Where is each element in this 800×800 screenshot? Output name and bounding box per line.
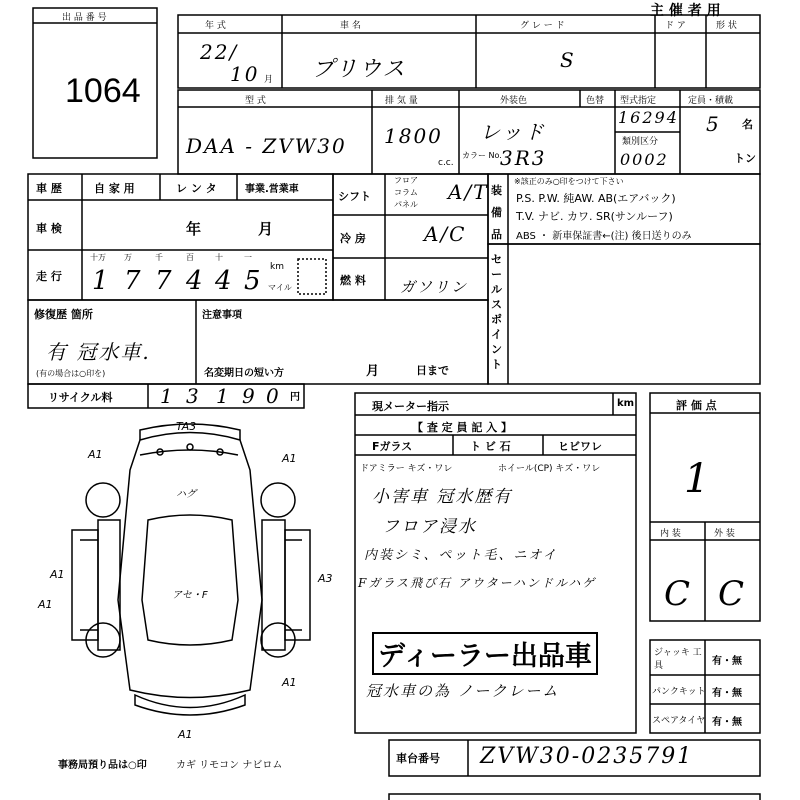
recycle-digit: 1	[216, 384, 231, 408]
category-value: 0002	[620, 150, 669, 169]
inspection-label: 車 検	[36, 222, 62, 235]
inspector-note-2: フロア浸水	[382, 517, 477, 537]
shift-option: コラム	[394, 188, 418, 197]
history-option-private: 自 家 用	[94, 182, 135, 195]
office-label: 事務局預り品は○印	[58, 760, 147, 771]
displacement-label: 排 気 量	[385, 96, 418, 106]
mileage-digit: 7	[155, 266, 174, 296]
color-no-value: 3R3	[500, 146, 547, 170]
exterior-label: 外 装	[714, 529, 735, 539]
score-label: 評 価 点	[676, 399, 717, 412]
cc-unit: c.c.	[438, 158, 454, 168]
equipment-line-3: ABS ・ 新車保証書←(注) 後日送りのみ	[516, 231, 692, 242]
capacity-value: 5	[706, 112, 721, 136]
shift-option: パネル	[394, 200, 418, 209]
mileage-label: 走 行	[36, 270, 62, 283]
ton-unit: トン	[734, 152, 756, 165]
meter-label: 現メーター指示	[372, 400, 449, 413]
mileage-digit: 1	[92, 266, 111, 296]
crack-label: ヒビワレ	[558, 440, 602, 453]
equipment-label: 装 備 品	[491, 184, 502, 241]
category-label: 類別区分	[622, 137, 659, 147]
year-label: 年 式	[205, 21, 226, 31]
interior-label: 内 装	[660, 529, 681, 539]
fuel-value: ガソリン	[400, 278, 469, 296]
ac-value: A/C	[424, 222, 467, 246]
damage-mark: A1	[88, 448, 103, 461]
score-value: 1	[684, 456, 712, 502]
name-change-label: 名変期日の短い方	[204, 368, 284, 379]
inspector-note-4: Fガラス飛び石 アウターハンドルハゲ	[358, 576, 597, 590]
inspector-note-1: 小害車 冠水歴有	[372, 487, 513, 507]
repair-value: 有 冠水車.	[46, 340, 151, 364]
inspector-note-3: 内装シミ、ペット毛、ニオイ	[364, 548, 558, 563]
recycle-digit: 0	[266, 384, 281, 408]
damage-mark: A1	[282, 452, 297, 465]
equipment-note: ※該正のみ○印をつけて下さい	[514, 177, 624, 186]
grade-value: S	[560, 48, 576, 72]
car-name-value: プリウス	[312, 57, 407, 82]
mirror-label: ドアミラー キズ・ワレ	[360, 464, 453, 474]
lot-number-label: 出 品 番 号	[62, 13, 107, 23]
displacement-value: 1800	[384, 124, 443, 148]
history-label: 車 歴	[36, 182, 62, 195]
ac-label: 冷 房	[340, 232, 366, 245]
shift-label: シフト	[338, 190, 371, 203]
recycle-digit: 1	[160, 384, 175, 408]
mileage-unit: 十	[215, 253, 223, 262]
mileage-unit: 一	[244, 253, 252, 262]
name-change-month: 月	[366, 364, 380, 379]
mileage-digit: 4	[186, 266, 205, 296]
recycle-label: リサイクル料	[48, 391, 113, 404]
dealer-banner: ディーラー出品車	[372, 632, 598, 675]
capacity-unit: 名	[742, 118, 753, 131]
equipment-line-2: T.V. ナビ. カワ. SR(サンルーフ)	[516, 210, 673, 223]
history-option-rental: レ ン タ	[176, 182, 217, 195]
history-option-business: 事業.営業車	[245, 184, 299, 195]
damage-mark: A1	[178, 728, 193, 741]
wheel-label: ホイール(CP) キズ・ワレ	[498, 464, 601, 474]
month-unit: 月	[264, 75, 274, 85]
puncture-label: パンクキット	[652, 687, 706, 697]
spare-label: スペアタイヤ	[652, 716, 706, 726]
color-value: レッド	[480, 120, 546, 144]
recycle-digit: 3	[186, 384, 201, 408]
color-no-label: カラー No.	[462, 151, 502, 160]
office-items: カギ リモコン ナビロム	[176, 760, 283, 771]
damage-mark: A1	[38, 598, 53, 611]
stain-label: アセ・F	[172, 590, 208, 601]
inspector-note-5: 冠水車の為 ノークレーム	[366, 682, 560, 700]
sales-point-label: セールスポイント	[491, 253, 502, 371]
meter-km-unit: km	[617, 398, 635, 409]
year-value: 22/	[200, 40, 239, 64]
damage-mark: A3	[318, 572, 333, 585]
fglass-options: ト ビ 石	[470, 440, 511, 453]
mile-label: マイル	[268, 283, 292, 292]
damage-mark: TA3	[176, 420, 197, 433]
shift-option: フロア	[394, 176, 418, 185]
mileage-unit: 万	[124, 253, 132, 262]
mileage-digit: 4	[215, 266, 234, 296]
repair-label: 修復歴 箇所	[34, 308, 93, 321]
entry-label: 【 査 定 員 記 入 】	[412, 421, 512, 434]
mileage-unit: 千	[155, 253, 163, 262]
month-value: 10	[230, 62, 260, 86]
model-label: 型 式	[245, 96, 266, 106]
recycle-unit: 円	[290, 392, 300, 403]
spare-yes-no: 有・無	[712, 717, 742, 728]
door-label: ド ア	[665, 21, 686, 31]
organizer-banner: 主 催 者 用	[650, 3, 721, 19]
notes-label: 注意事項	[202, 310, 242, 321]
repair-note: (有の場合は○印を)	[36, 369, 106, 378]
inspection-month: 月	[258, 220, 274, 238]
grade-label: グ レ ー ド	[520, 21, 565, 31]
car-name-label: 車 名	[340, 21, 361, 31]
color-label: 外装色	[500, 96, 528, 106]
type-designation-label: 型式指定	[620, 96, 657, 106]
equipment-line-1: P.S. P.W. 純AW. AB(エアバック)	[516, 192, 676, 205]
recycle-digit: 9	[242, 384, 257, 408]
color-change-label: 色替	[586, 96, 605, 106]
model-value: DAA - ZVW30	[186, 134, 347, 158]
mileage-unit: 百	[186, 253, 194, 262]
name-change-day: 日まで	[416, 364, 449, 377]
type-designation-value: 16294	[618, 108, 679, 127]
interior-value: C	[664, 574, 693, 614]
mileage-unit: 十万	[90, 253, 106, 262]
chassis-number: ZVW30-0235791	[480, 744, 694, 769]
body-label: 形 状	[716, 21, 737, 31]
lot-number: 1064	[65, 72, 141, 110]
km-label: km	[270, 262, 284, 272]
chassis-label: 車台番号	[396, 752, 440, 765]
puncture-yes-no: 有・無	[712, 688, 742, 699]
mileage-digit: 5	[244, 266, 263, 296]
capacity-label: 定員・積載	[688, 96, 734, 106]
shift-value: A/T	[448, 180, 489, 204]
jack-label: ジャッキ 工 具	[654, 648, 702, 671]
fglass-label: Fガラス	[372, 440, 413, 453]
damage-mark: A1	[282, 676, 297, 689]
inspection-year: 年	[186, 220, 202, 238]
jack-yes-no: 有・無	[712, 656, 742, 667]
exterior-value: C	[718, 574, 747, 614]
fuel-label: 燃 料	[340, 274, 366, 287]
mileage-digit: 7	[124, 266, 143, 296]
damage-mark: A1	[50, 568, 65, 581]
scratch-label: ハグ	[176, 489, 196, 500]
